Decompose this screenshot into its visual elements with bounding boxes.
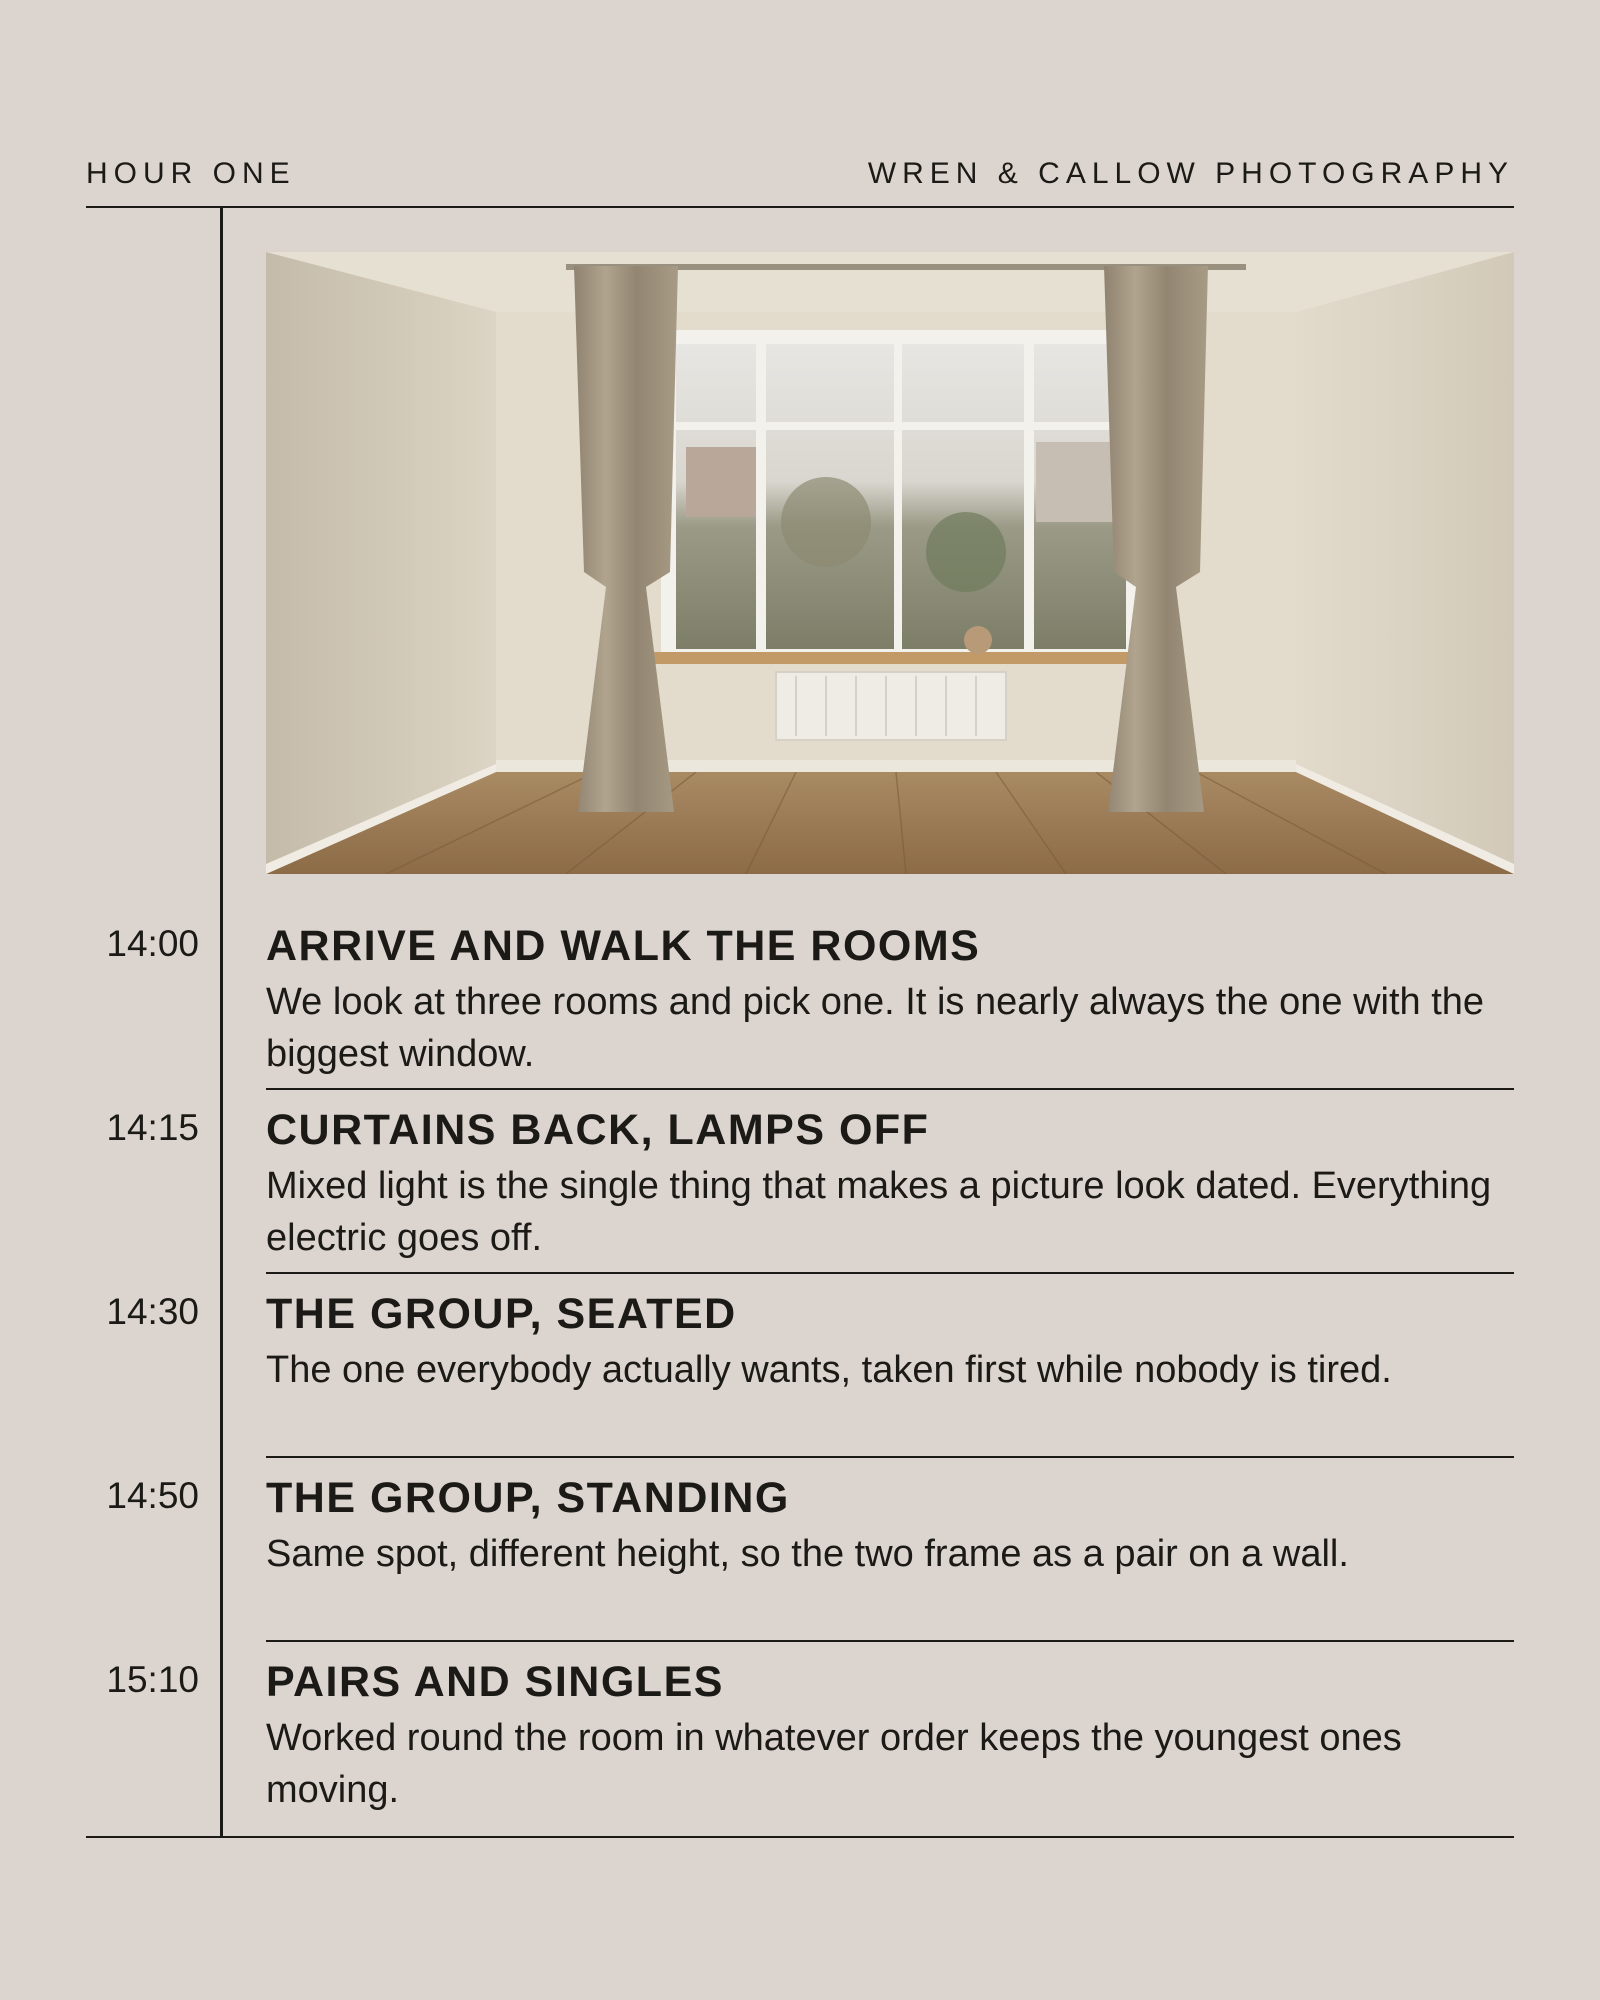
schedule-title: PAIRS AND SINGLES [266, 1658, 724, 1706]
schedule-item [86, 1104, 1514, 1288]
schedule-description: Worked round the room in whatever order keeps the youngest ones moving. [266, 1717, 1402, 1811]
schedule-description: Mixed light is the single thing that makes a picture look dated. Everything electric goes off. [266, 1165, 1492, 1259]
schedule-title: ARRIVE AND WALK THE ROOMS [266, 922, 981, 970]
schedule-description: The one everybody actually wants, taken first while nobody is tired. [266, 1349, 1392, 1391]
studio-name: WREN & CALLOW PHOTOGRAPHY [867, 157, 1514, 190]
footer-rule [86, 1836, 1514, 1838]
schedule-divider [266, 1272, 1514, 1274]
schedule-title: THE GROUP, SEATED [266, 1290, 737, 1338]
section-label: HOUR ONE [86, 157, 296, 190]
header-rule [86, 206, 1514, 208]
schedule-time: 14:50 [106, 1475, 199, 1516]
schedule-item [86, 1472, 1514, 1656]
schedule-item [86, 1288, 1514, 1472]
schedule-time: 14:30 [106, 1291, 199, 1332]
schedule-divider [266, 1088, 1514, 1090]
schedule-item [86, 1656, 1514, 1840]
schedule-time: 15:10 [106, 1659, 199, 1700]
schedule-time: 14:15 [106, 1107, 199, 1148]
schedule-title: CURTAINS BACK, LAMPS OFF [266, 1106, 930, 1154]
schedule-description: We look at three rooms and pick one. It is nearly always the one with the biggest window. [266, 981, 1485, 1075]
page-header [86, 152, 1514, 196]
schedule-divider [266, 1456, 1514, 1458]
room-photo [266, 252, 1514, 874]
schedule-title: THE GROUP, STANDING [266, 1474, 790, 1522]
schedule-item [86, 920, 1514, 1104]
schedule-description: Same spot, different height, so the two frame as a pair on a wall. [266, 1533, 1349, 1575]
schedule-time: 14:00 [106, 923, 199, 964]
schedule-divider [266, 1640, 1514, 1642]
